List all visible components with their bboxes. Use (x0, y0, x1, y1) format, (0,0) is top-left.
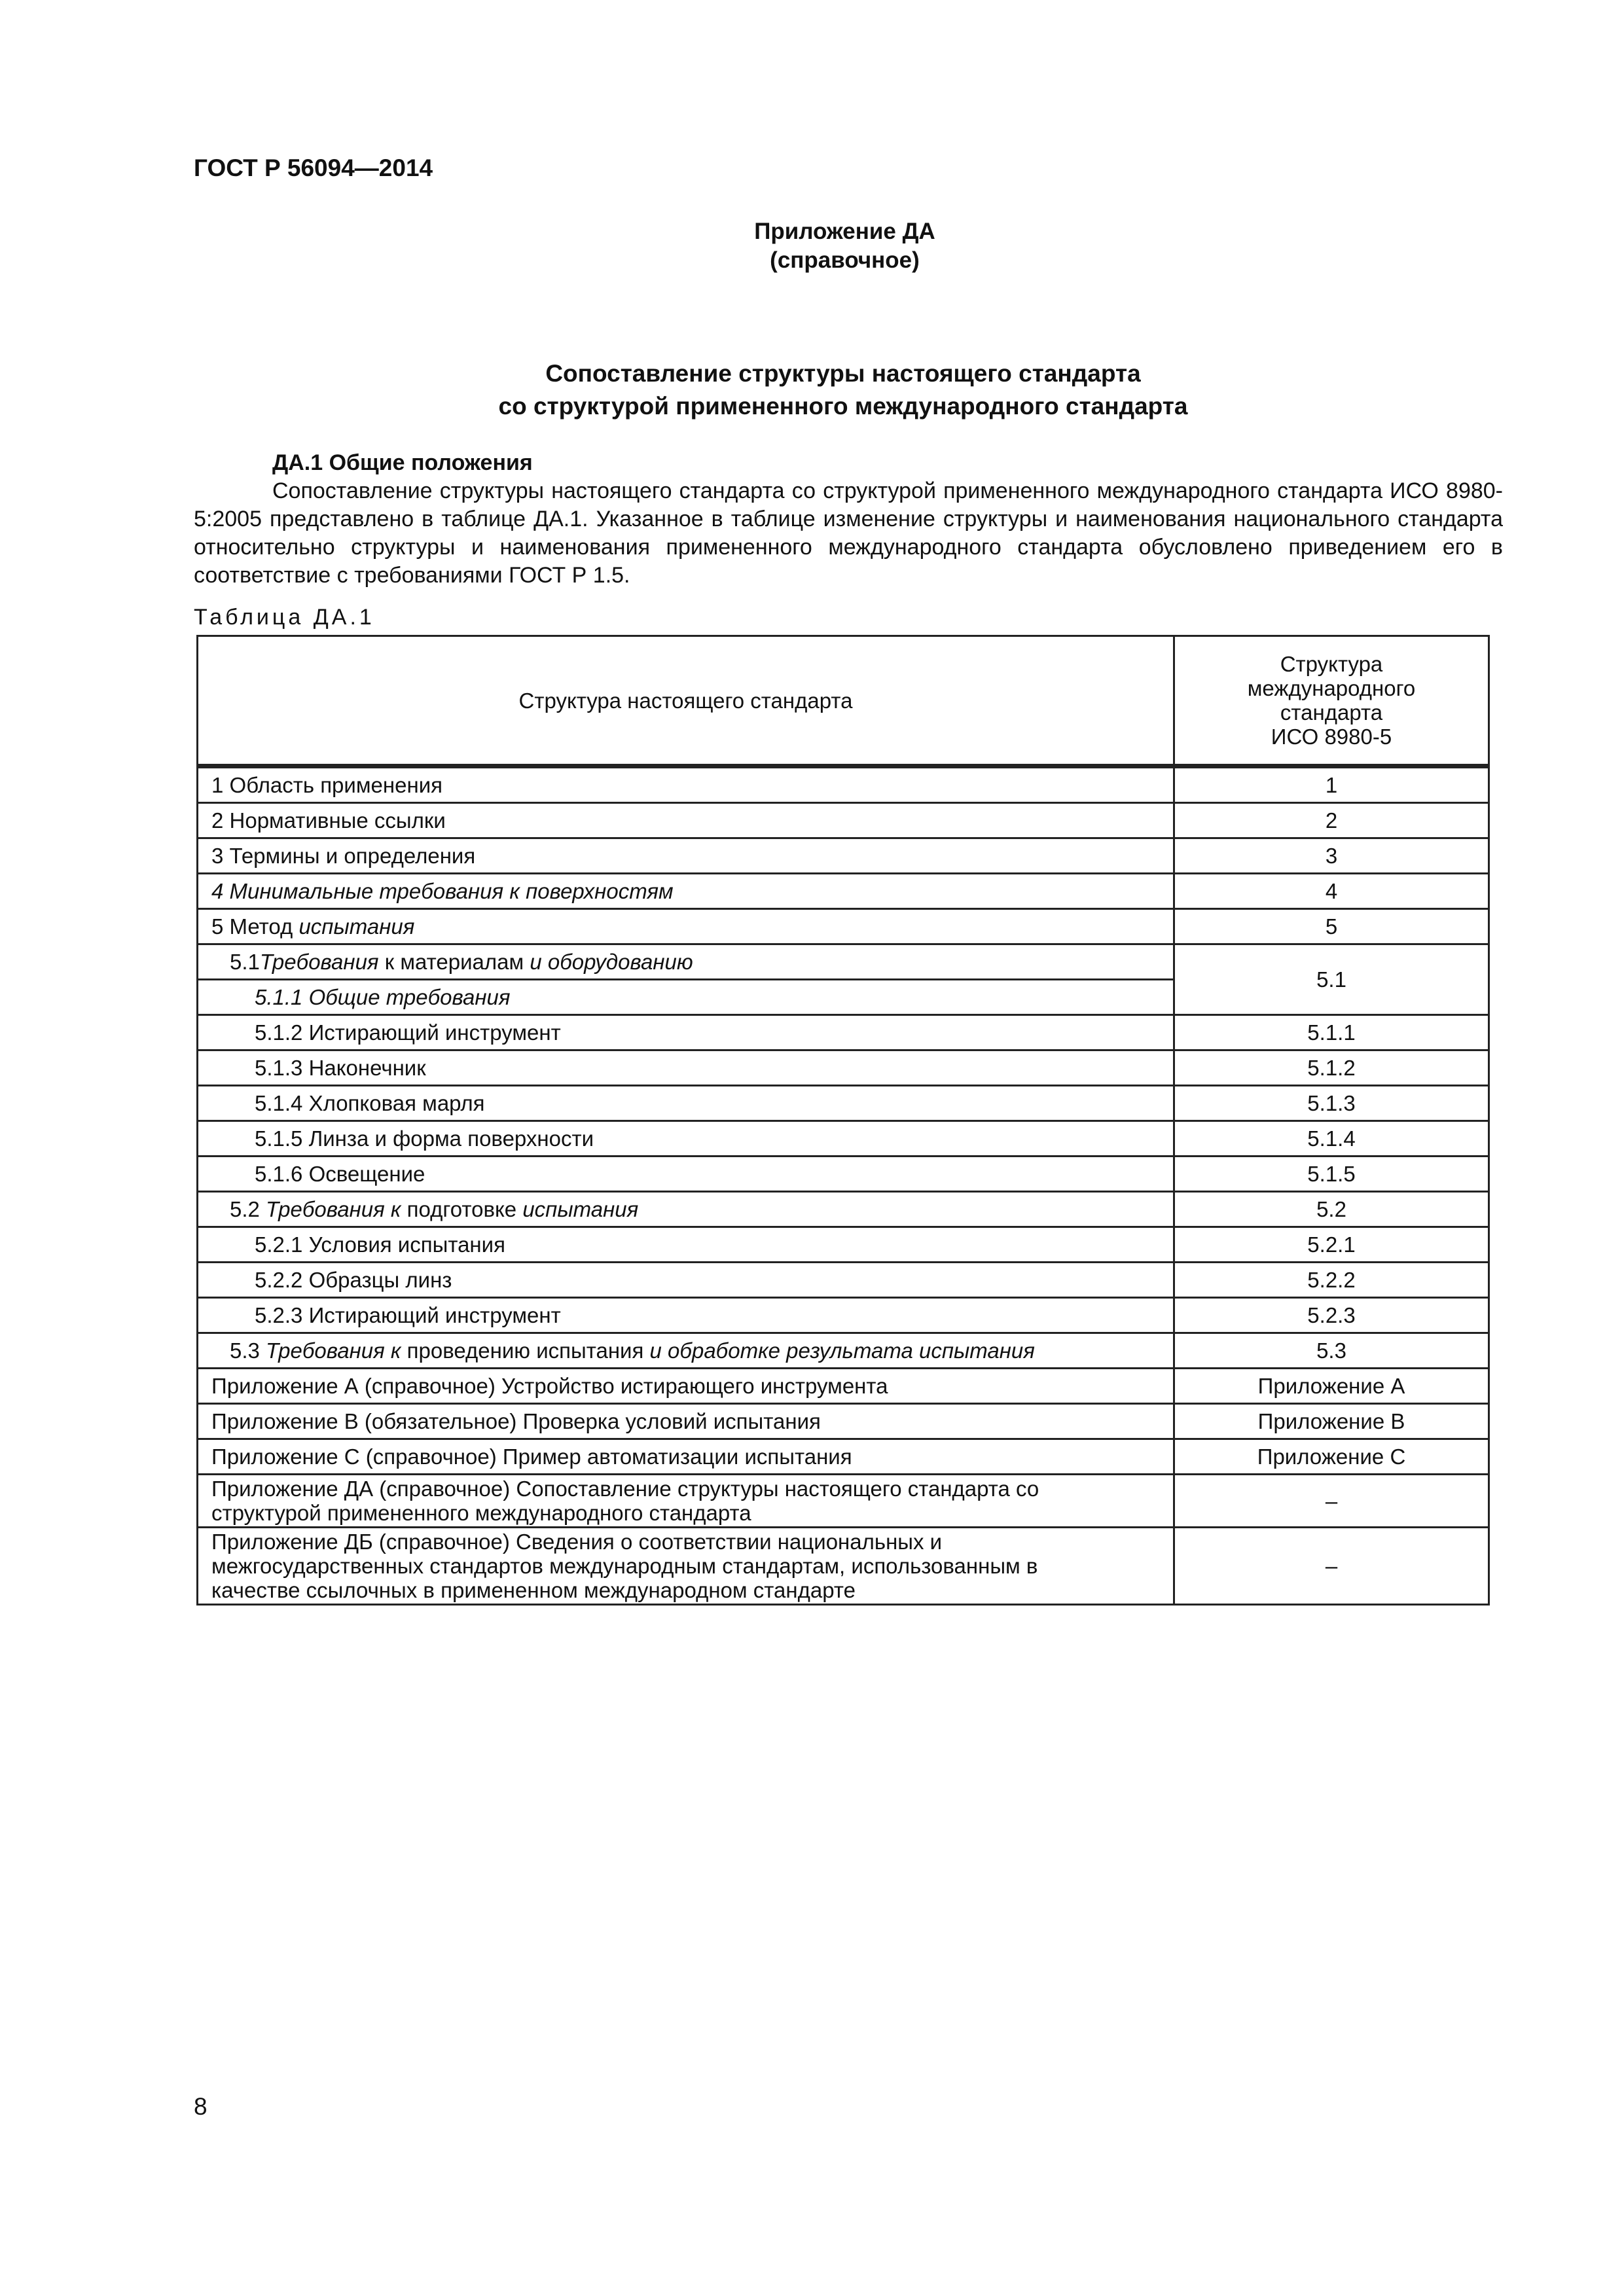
table-row (198, 1086, 1489, 1121)
table-row (198, 909, 1489, 944)
table-cell-left: 5.1.6 Освещение (198, 1157, 1174, 1192)
table-cell-left: Приложение ДА (справочное) Сопоставление структуры настоящего стандарта со структурой примененного международного стандарта (198, 1475, 1174, 1528)
table-cell-left: Приложение ДБ (справочное) Сведения о соответствии национальных и межгосударственных стандартов международным стандартам, использованным в качестве ссылочных в примененном международном стандарте (198, 1528, 1174, 1605)
table-cell-right: 5.2.3 (1174, 1298, 1489, 1333)
table-row (198, 1015, 1489, 1050)
table-cell-right: 1 (1174, 766, 1489, 803)
page-number: 8 (194, 2093, 208, 2120)
table-row (198, 1050, 1489, 1086)
table-row (198, 1333, 1489, 1369)
table-row (198, 1227, 1489, 1263)
table-row (198, 1192, 1489, 1227)
table-cell-left: 5.1Требования к материалам и оборудованию (198, 944, 1174, 980)
table-cell-right: Приложение А (1174, 1369, 1489, 1404)
table-cell-right: 4 (1174, 874, 1489, 909)
header-right-cell: Структура международного стандарта ИСО 8980-5 (1174, 636, 1489, 766)
table-cell-right: 5.3 (1174, 1333, 1489, 1369)
annex-title: Приложение ДА (754, 219, 935, 244)
table-cell-right: 5.2.1 (1174, 1227, 1489, 1263)
table-row (198, 1157, 1489, 1192)
section-paragraph: Сопоставление структуры настоящего стандарта со структурой примененного международного стандарта ИСО 8980-5:2005 представлено в таблице ДА.1. Указанное в таблице изменение структуры и наименования национального стандарта относительно структуры и наименования примененного международного стандарта обусловлено приведением его в соответствие с требованиями ГОСТ Р 1.5. (194, 478, 1503, 588)
table-row (198, 1121, 1489, 1157)
table-cell-right: 3 (1174, 838, 1489, 874)
section-heading: ДА.1 Общие положения (272, 450, 533, 475)
page-title-line-1: Сопоставление структуры настоящего стандарта (545, 360, 1141, 387)
table-cell-left: 5.1.2 Истирающий инструмент (198, 1015, 1174, 1050)
table-cell-left: 5.2.1 Условия испытания (198, 1227, 1174, 1263)
table-cell-right: – (1174, 1528, 1489, 1605)
table-row (198, 874, 1489, 909)
table-cell-left: 5.1.3 Наконечник (198, 1050, 1174, 1086)
page-title (0, 357, 1624, 423)
table-row (198, 1439, 1489, 1475)
table-cell-right: 2 (1174, 803, 1489, 838)
table-cell-right: 5.1.5 (1174, 1157, 1489, 1192)
table-cell-left: Приложение А (справочное) Устройство истирающего инструмента (198, 1369, 1174, 1404)
table-cell-left: 5.3 Требования к проведению испытания и обработке результата испытания (198, 1333, 1174, 1369)
annex-type: (справочное) (770, 247, 920, 273)
table-cell-right: Приложение В (1174, 1404, 1489, 1439)
table-row (198, 1369, 1489, 1404)
page-title-line-2: со структурой примененного международного стандарта (498, 393, 1188, 420)
table-cell-right: – (1174, 1475, 1489, 1528)
table-cell-right: 5.1.1 (1174, 1015, 1489, 1050)
table-row (198, 1263, 1489, 1298)
table-cell-right: 5.2.2 (1174, 1263, 1489, 1298)
table-row (198, 803, 1489, 838)
table-header-row (198, 636, 1489, 766)
table-cell-left: 5.1.4 Хлопковая марля (198, 1086, 1174, 1121)
table-cell-right: 5.1.2 (1174, 1050, 1489, 1086)
table-cell-left: 5.2.3 Истирающий инструмент (198, 1298, 1174, 1333)
table-row (198, 944, 1489, 980)
table-cell-left: 5.1.1 Общие требования (198, 980, 1174, 1015)
table-row (198, 1298, 1489, 1333)
table-row (198, 1404, 1489, 1439)
annex-heading (0, 217, 1624, 275)
table-cell-right: Приложение С (1174, 1439, 1489, 1475)
table-cell-right: 5.1 (1174, 944, 1489, 1015)
table-cell-right: 5 (1174, 909, 1489, 944)
table-cell-right: 5.1.4 (1174, 1121, 1489, 1157)
structure-comparison-table (196, 635, 1490, 1605)
table-row (198, 766, 1489, 803)
general-section (194, 449, 1503, 590)
table-cell-left: 4 Минимальные требования к поверхностям (198, 874, 1174, 909)
table-cell-left: 2 Нормативные ссылки (198, 803, 1174, 838)
table-caption: Таблица ДА.1 (194, 605, 375, 630)
table-cell-left: 1 Область применения (198, 766, 1174, 803)
table-row (198, 838, 1489, 874)
table-cell-left: 5.2 Требования к подготовке испытания (198, 1192, 1174, 1227)
table-cell-left: Приложение В (обязательное) Проверка условий испытания (198, 1404, 1174, 1439)
header-left-cell: Структура настоящего стандарта (198, 636, 1174, 766)
table-cell-left: 5.1.5 Линза и форма поверхности (198, 1121, 1174, 1157)
table-cell-left: 5.2.2 Образцы линз (198, 1263, 1174, 1298)
table-cell-right: 5.1.3 (1174, 1086, 1489, 1121)
table-cell-left: 5 Метод испытания (198, 909, 1174, 944)
document-code: ГОСТ Р 56094—2014 (194, 154, 433, 181)
table-cell-left: 3 Термины и определения (198, 838, 1174, 874)
table-cell-left: Приложение С (справочное) Пример автоматизации испытания (198, 1439, 1174, 1475)
table-row (198, 1528, 1489, 1605)
table-cell-right: 5.2 (1174, 1192, 1489, 1227)
table-row (198, 1475, 1489, 1528)
